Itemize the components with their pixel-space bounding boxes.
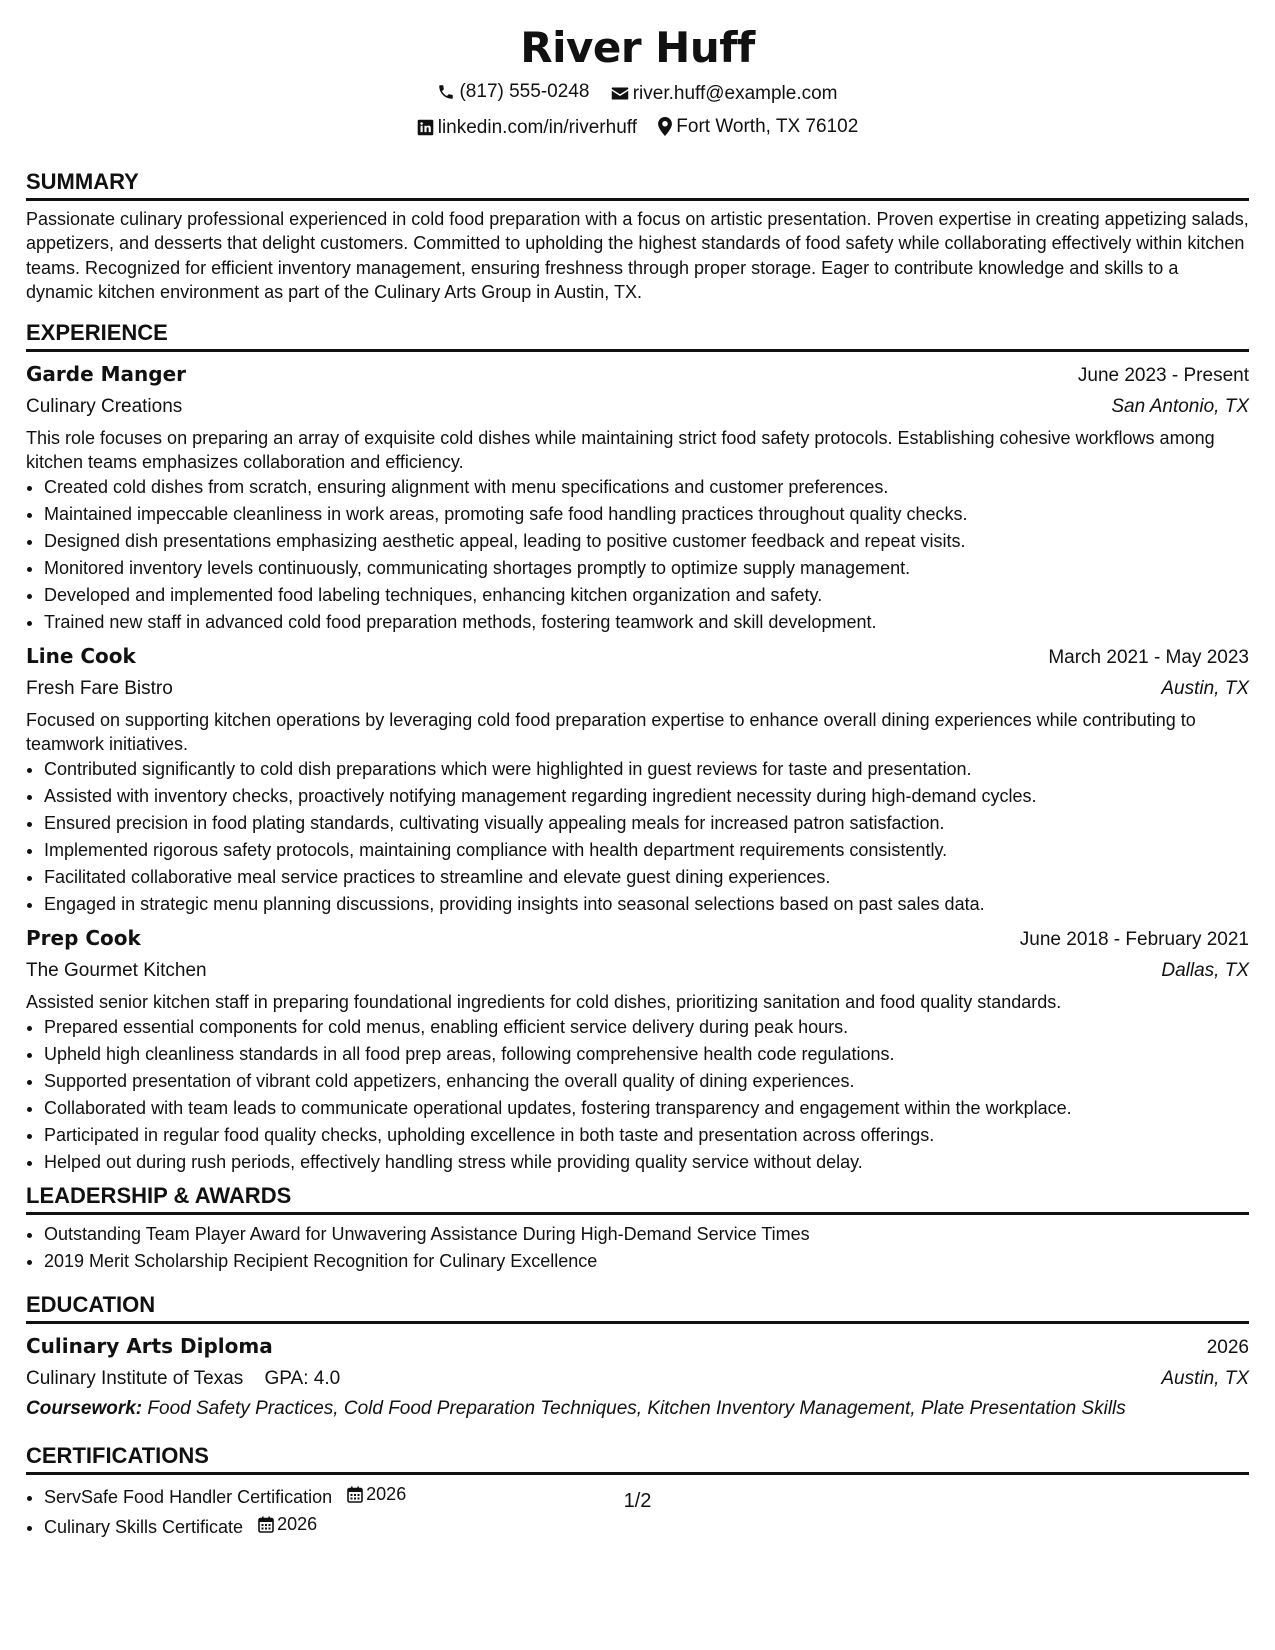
- job-description: Assisted senior kitchen staff in preparing foundational ingredients for cold dishes, prioritizing sanitation and food quality standards.: [26, 991, 1062, 1012]
- resume-page: [26, 20, 1249, 1541]
- job-dates: June 2023 - Present: [1077, 364, 1249, 386]
- experience-section: [26, 319, 1249, 1176]
- linkedin-contact[interactable]: [417, 112, 637, 143]
- candidate-name: River Huff: [520, 23, 755, 72]
- job-bullets: [26, 474, 1249, 636]
- section-title: CERTIFICATIONS: [26, 1442, 1249, 1475]
- summary-text: Passionate culinary professional experienced in cold food preparation with a focus on artistic presentation. Proven expertise in creating appetizing salads, appetizers, and desserts that delight customers. Committed to upholding the highest standards of food safety while collaborating effectively within kitchen teams. Recognized for efficient inventory management, ensuring freshness through proper storage. Eager to contribute knowledge and skills to a dynamic kitchen environment as part of the Culinary Arts Group in Austin, TX.: [26, 208, 1249, 302]
- page-number: 1/2: [623, 1490, 652, 1512]
- leadership-section: [26, 1182, 1249, 1275]
- job-entry: [26, 358, 1249, 636]
- location-text: Fort Worth, TX 76102: [676, 115, 859, 137]
- list-item: • Developed and implemented food labeling techniques, enhancing kitchen organization and safety.: [44, 582, 1249, 609]
- list-item: • Designed dish presentations emphasizing aesthetic appeal, leading to positive customer feedback and repeat visits.: [44, 528, 1249, 555]
- section-title: EXPERIENCE: [26, 319, 1249, 352]
- job-dates: June 2018 - February 2021: [1019, 928, 1249, 950]
- list-item: • Outstanding Team Player Award for Unwavering Assistance During High-Demand Service Times: [44, 1221, 1249, 1248]
- contact-line-2: [26, 111, 1249, 146]
- coursework: [26, 1394, 1249, 1424]
- list-item: • Monitored inventory levels continuously, communicating shortages promptly to optimize supply management.: [44, 555, 1249, 582]
- job-title: Line Cook: [26, 643, 136, 668]
- job-entry: [26, 922, 1249, 1176]
- list-item: • Prepared essential components for cold menus, enabling efficient service delivery during peak hours.: [44, 1014, 1249, 1041]
- list-item: • 2019 Merit Scholarship Recipient Recognition for Culinary Excellence: [44, 1248, 1249, 1275]
- list-item: • Facilitated collaborative meal service practices to streamline and elevate guest dining experiences.: [44, 864, 1249, 891]
- email-text[interactable]: river.huff@example.com: [632, 82, 838, 104]
- phone-icon: [437, 83, 455, 101]
- list-item: • Trained new staff in advanced cold food preparation methods, fostering teamwork and skill development.: [44, 609, 1249, 636]
- job-bullets: [26, 756, 1249, 918]
- list-item: • Engaged in strategic menu planning discussions, providing insights into seasonal selections based on past sales data.: [44, 891, 1249, 918]
- section-title: EDUCATION: [26, 1291, 1249, 1324]
- school-line: [26, 1364, 340, 1394]
- certification-name: ServSafe Food Handler Certification: [44, 1486, 333, 1507]
- list-item: • Contributed significantly to cold dish preparations which were highlighted in guest reviews for taste and presentation.: [44, 756, 1249, 783]
- list-item: • Maintained impeccable cleanliness in work areas, promoting safe food handling practices throughout quality checks.: [44, 501, 1249, 528]
- location-contact: [658, 111, 858, 142]
- job-entry: [26, 640, 1249, 918]
- list-item: • Assisted with inventory checks, proactively notifying management regarding ingredient necessity during high-demand cycles.: [44, 783, 1249, 810]
- contact-line-1: [26, 76, 1249, 111]
- coursework-list: Food Safety Practices, Cold Food Preparation Techniques, Kitchen Inventory Management, Plate Presentation Skills: [147, 1397, 1126, 1419]
- company-name: Culinary Creations: [26, 395, 183, 417]
- job-dates: March 2021 - May 2023: [1048, 646, 1249, 668]
- list-item: [44, 1511, 1249, 1541]
- list-item: • Collaborated with team leads to communicate operational updates, fostering transparency and engagement within the workplace.: [44, 1095, 1249, 1122]
- school-location: Austin, TX: [1161, 1367, 1249, 1389]
- degree-name: Culinary Arts Diploma: [26, 1333, 273, 1358]
- gpa: GPA: 4.0: [264, 1367, 341, 1389]
- education-section: [26, 1291, 1249, 1424]
- calendar-icon: [258, 1516, 274, 1533]
- job-location: Austin, TX: [1161, 677, 1249, 699]
- job-title: Prep Cook: [26, 925, 141, 950]
- school-name: Culinary Institute of Texas: [26, 1367, 244, 1389]
- job-location: Dallas, TX: [1161, 959, 1249, 981]
- job-description: This role focuses on preparing an array of exquisite cold dishes while maintaining strict food safety protocols. Establishing cohesive workflows among kitchen teams emphasizes collaboration and efficiency.: [26, 427, 1215, 472]
- phone-contact: [437, 76, 589, 107]
- list-item: • Upheld high cleanliness standards in all food prep areas, following comprehensive health code regulations.: [44, 1041, 1249, 1068]
- company-name: The Gourmet Kitchen: [26, 959, 207, 981]
- list-item: • Ensured precision in food plating standards, cultivating visually appealing meals for increased patron satisfaction.: [44, 810, 1249, 837]
- job-location: San Antonio, TX: [1111, 395, 1249, 417]
- email-contact[interactable]: [611, 78, 838, 109]
- awards-list: [26, 1221, 1249, 1275]
- job-title: Garde Manger: [26, 361, 186, 386]
- coursework-label: Coursework:: [26, 1397, 143, 1419]
- job-bullets: [26, 1014, 1249, 1176]
- list-item: • Supported presentation of vibrant cold appetizers, enhancing the overall quality of dining experiences.: [44, 1068, 1249, 1095]
- certification-name: Culinary Skills Certificate: [44, 1516, 244, 1537]
- certification-date: 2026: [347, 1481, 406, 1508]
- company-name: Fresh Fare Bistro: [26, 677, 173, 699]
- map-pin-icon: [658, 117, 672, 136]
- summary-section: [26, 168, 1249, 305]
- certification-date: 2026: [258, 1511, 317, 1538]
- list-item: • Implemented rigorous safety protocols, maintaining compliance with health department requirements consistently.: [44, 837, 1249, 864]
- envelope-icon: [611, 86, 629, 101]
- job-description: Focused on supporting kitchen operations by leveraging cold food preparation expertise to enhance overall dining experiences while contributing to teamwork initiatives.: [26, 709, 1196, 754]
- list-item: • Participated in regular food quality checks, upholding excellence in both taste and presentation across offerings.: [44, 1122, 1249, 1149]
- section-title: SUMMARY: [26, 168, 1249, 201]
- list-item: • Helped out during rush periods, effectively handling stress while providing quality service without delay.: [44, 1149, 1249, 1176]
- phone-text: (817) 555-0248: [459, 81, 590, 102]
- list-item: • Created cold dishes from scratch, ensuring alignment with menu specifications and customer preferences.: [44, 474, 1249, 501]
- linkedin-icon: [417, 119, 434, 136]
- section-title: LEADERSHIP & AWARDS: [26, 1182, 1249, 1215]
- graduation-year: 2026: [1206, 1336, 1249, 1358]
- linkedin-text[interactable]: linkedin.com/in/riverhuff: [437, 116, 637, 138]
